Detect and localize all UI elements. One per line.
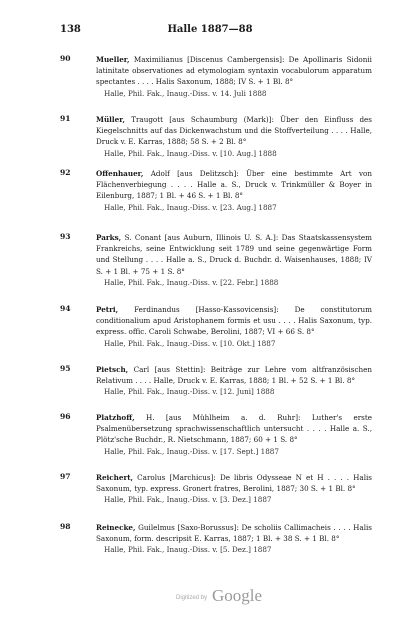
entry-note: Halle, Phil. Fak., Inaug.-Diss. v. [17. Sept.] 1887 — [104, 446, 279, 456]
entry-text: Maximilianus [Discenus Cambergensis]: De Apollinaris Sidonii latinitate observationes ad etymologiam syntaxin vocabulorum apparatum spectantes . . . . Halis Saxonum, 1888; IV S. + 1 Bl. 8° — [96, 55, 372, 87]
entry-text: Guilelmus [Saxo-Borussus]: De scholiis Callimacheis . . . . Halis Saxonum, form. descripsit E. Karras, 1887; 1 Bl. + 38 S. + 1 Bl. 8° — [96, 523, 372, 544]
entry-author: Müller, — [96, 115, 125, 124]
entry-author: Pietsch, — [96, 365, 129, 374]
entry-author: Mueller, — [96, 55, 130, 64]
entry-text: H. [aus Mühlheim a. d. Ruhr]: Luther's erste Psalmenübersetzung sprachwissenschaftlich untersucht . . . . Halle a. S., Plötz'sche Buchdr., R. Nietschmann, 1887; 60 + 1 S. 8° — [96, 413, 372, 445]
entry-number: 92 — [60, 168, 71, 177]
entry-body — [96, 232, 372, 288]
entry-text: S. Conant [aus Auburn, Illinois U. S. A.]: Das Staatskassensystem Frankreichs, seine Entwicklung seit 1789 und seine gegenwärtige Form und Stellung . . . . Halle a. S., Druck d. Buchdr. d. Waisenhauses, 1888; IV S. + 1 Bl. + 75 + 1 S. 8° — [96, 233, 372, 276]
entry-body — [96, 168, 372, 213]
entry-author: Offenhauer, — [96, 169, 144, 178]
entry-note: Halle, Phil. Fak., Inaug.-Diss. v. [23. Aug.] 1887 — [104, 202, 277, 212]
entry-text: Carl [aus Stettin]: Beiträge zur Lehre vom altfranzösischen Relativum . . . . Halle, Druck v. E. Karras, 1888; 1 Bl. + 52 S. + 1 Bl. 8° — [96, 365, 372, 386]
entry-note: Halle, Phil. Fak., Inaug.-Diss. v. [12. Juni] 1888 — [104, 387, 275, 397]
entry-body — [96, 364, 372, 398]
entry-number: 91 — [60, 114, 71, 123]
entry-text: Traugott [aus Schaumburg (Mark)]: Über den Einfluss des Kiegelschnitts auf das Dickenwachstum und die Stoffverteilung . . . . Halle, Druck v. E. Karras, 1888; 58 S. + 2 Bl. 8° — [96, 115, 372, 147]
entry-body — [96, 412, 372, 457]
entry-number: 94 — [60, 304, 71, 313]
entry-body — [96, 114, 372, 159]
entry-author: Parks, — [96, 233, 122, 242]
entry-note: Halle, Phil. Fak., Inaug.-Diss. v. [5. Dez.] 1887 — [104, 545, 272, 555]
running-title: Halle 1887—88 — [167, 24, 253, 35]
page-number: 138 — [60, 24, 81, 35]
entry-author: Reichert, — [96, 473, 134, 482]
entry-text: Adolf [aus Delitzsch]: Über eine bestimmte Art von Flächenverbiegung . . . . Halle a. S., Druck v. Trinkmüller & Boyer in Eilenburg, 1887; 1 Bl. + 46 S. + 1 Bl. 8° — [96, 169, 372, 201]
entry-body — [96, 304, 372, 349]
entry-number: 95 — [60, 364, 71, 373]
entry-note: Halle, Phil. Fak., Inaug.-Diss. v. [10. Okt.] 1887 — [104, 338, 276, 348]
entry-note: Halle, Phil. Fak., Inaug.-Diss. v. [22. Febr.] 1888 — [104, 277, 279, 287]
entry-number: 90 — [60, 54, 71, 63]
entry-number: 97 — [60, 472, 71, 481]
entry-author: Reinecke, — [96, 523, 136, 532]
entry-body — [96, 54, 372, 99]
google-logo: Google — [212, 586, 263, 605]
entry-body — [96, 472, 372, 506]
page-header — [60, 24, 360, 38]
entry-author: Platzhoff, — [96, 413, 135, 422]
entry-author: Petri, — [96, 305, 119, 314]
entry-note: Halle, Phil. Fak., Inaug.-Diss. v. [3. Dez.] 1887 — [104, 495, 272, 505]
entry-note: Halle, Phil. Fak., Inaug.-Diss. v. [10. Aug.] 1888 — [104, 148, 277, 158]
entry-number: 96 — [60, 412, 71, 421]
entry-text: Carolus [Marchicus]: De libris Odysseae N et H . . . . Halis Saxonum, typ. express. Gronert fratres, Berolini, 1887; 30 S. + 1 Bl. 8° — [96, 473, 372, 494]
entry-note: Halle, Phil. Fak., Inaug.-Diss. v. 14. Juli 1888 — [104, 88, 267, 98]
entry-text: Ferdinandus [Hasso-Kassovicensis]: De constitutorum conditionalium apud Aristophanem formis et usu . . . . Halis Saxonum, typ. express. offic. Caroli Schwabe, Berolini, 1887; VI + 66 S. 8° — [96, 305, 372, 337]
entry-number: 98 — [60, 522, 71, 531]
digitized-by-text: Digitized by — [176, 595, 208, 601]
entry-body — [96, 522, 372, 556]
digitized-footer — [0, 582, 400, 612]
entry-number: 93 — [60, 232, 71, 241]
